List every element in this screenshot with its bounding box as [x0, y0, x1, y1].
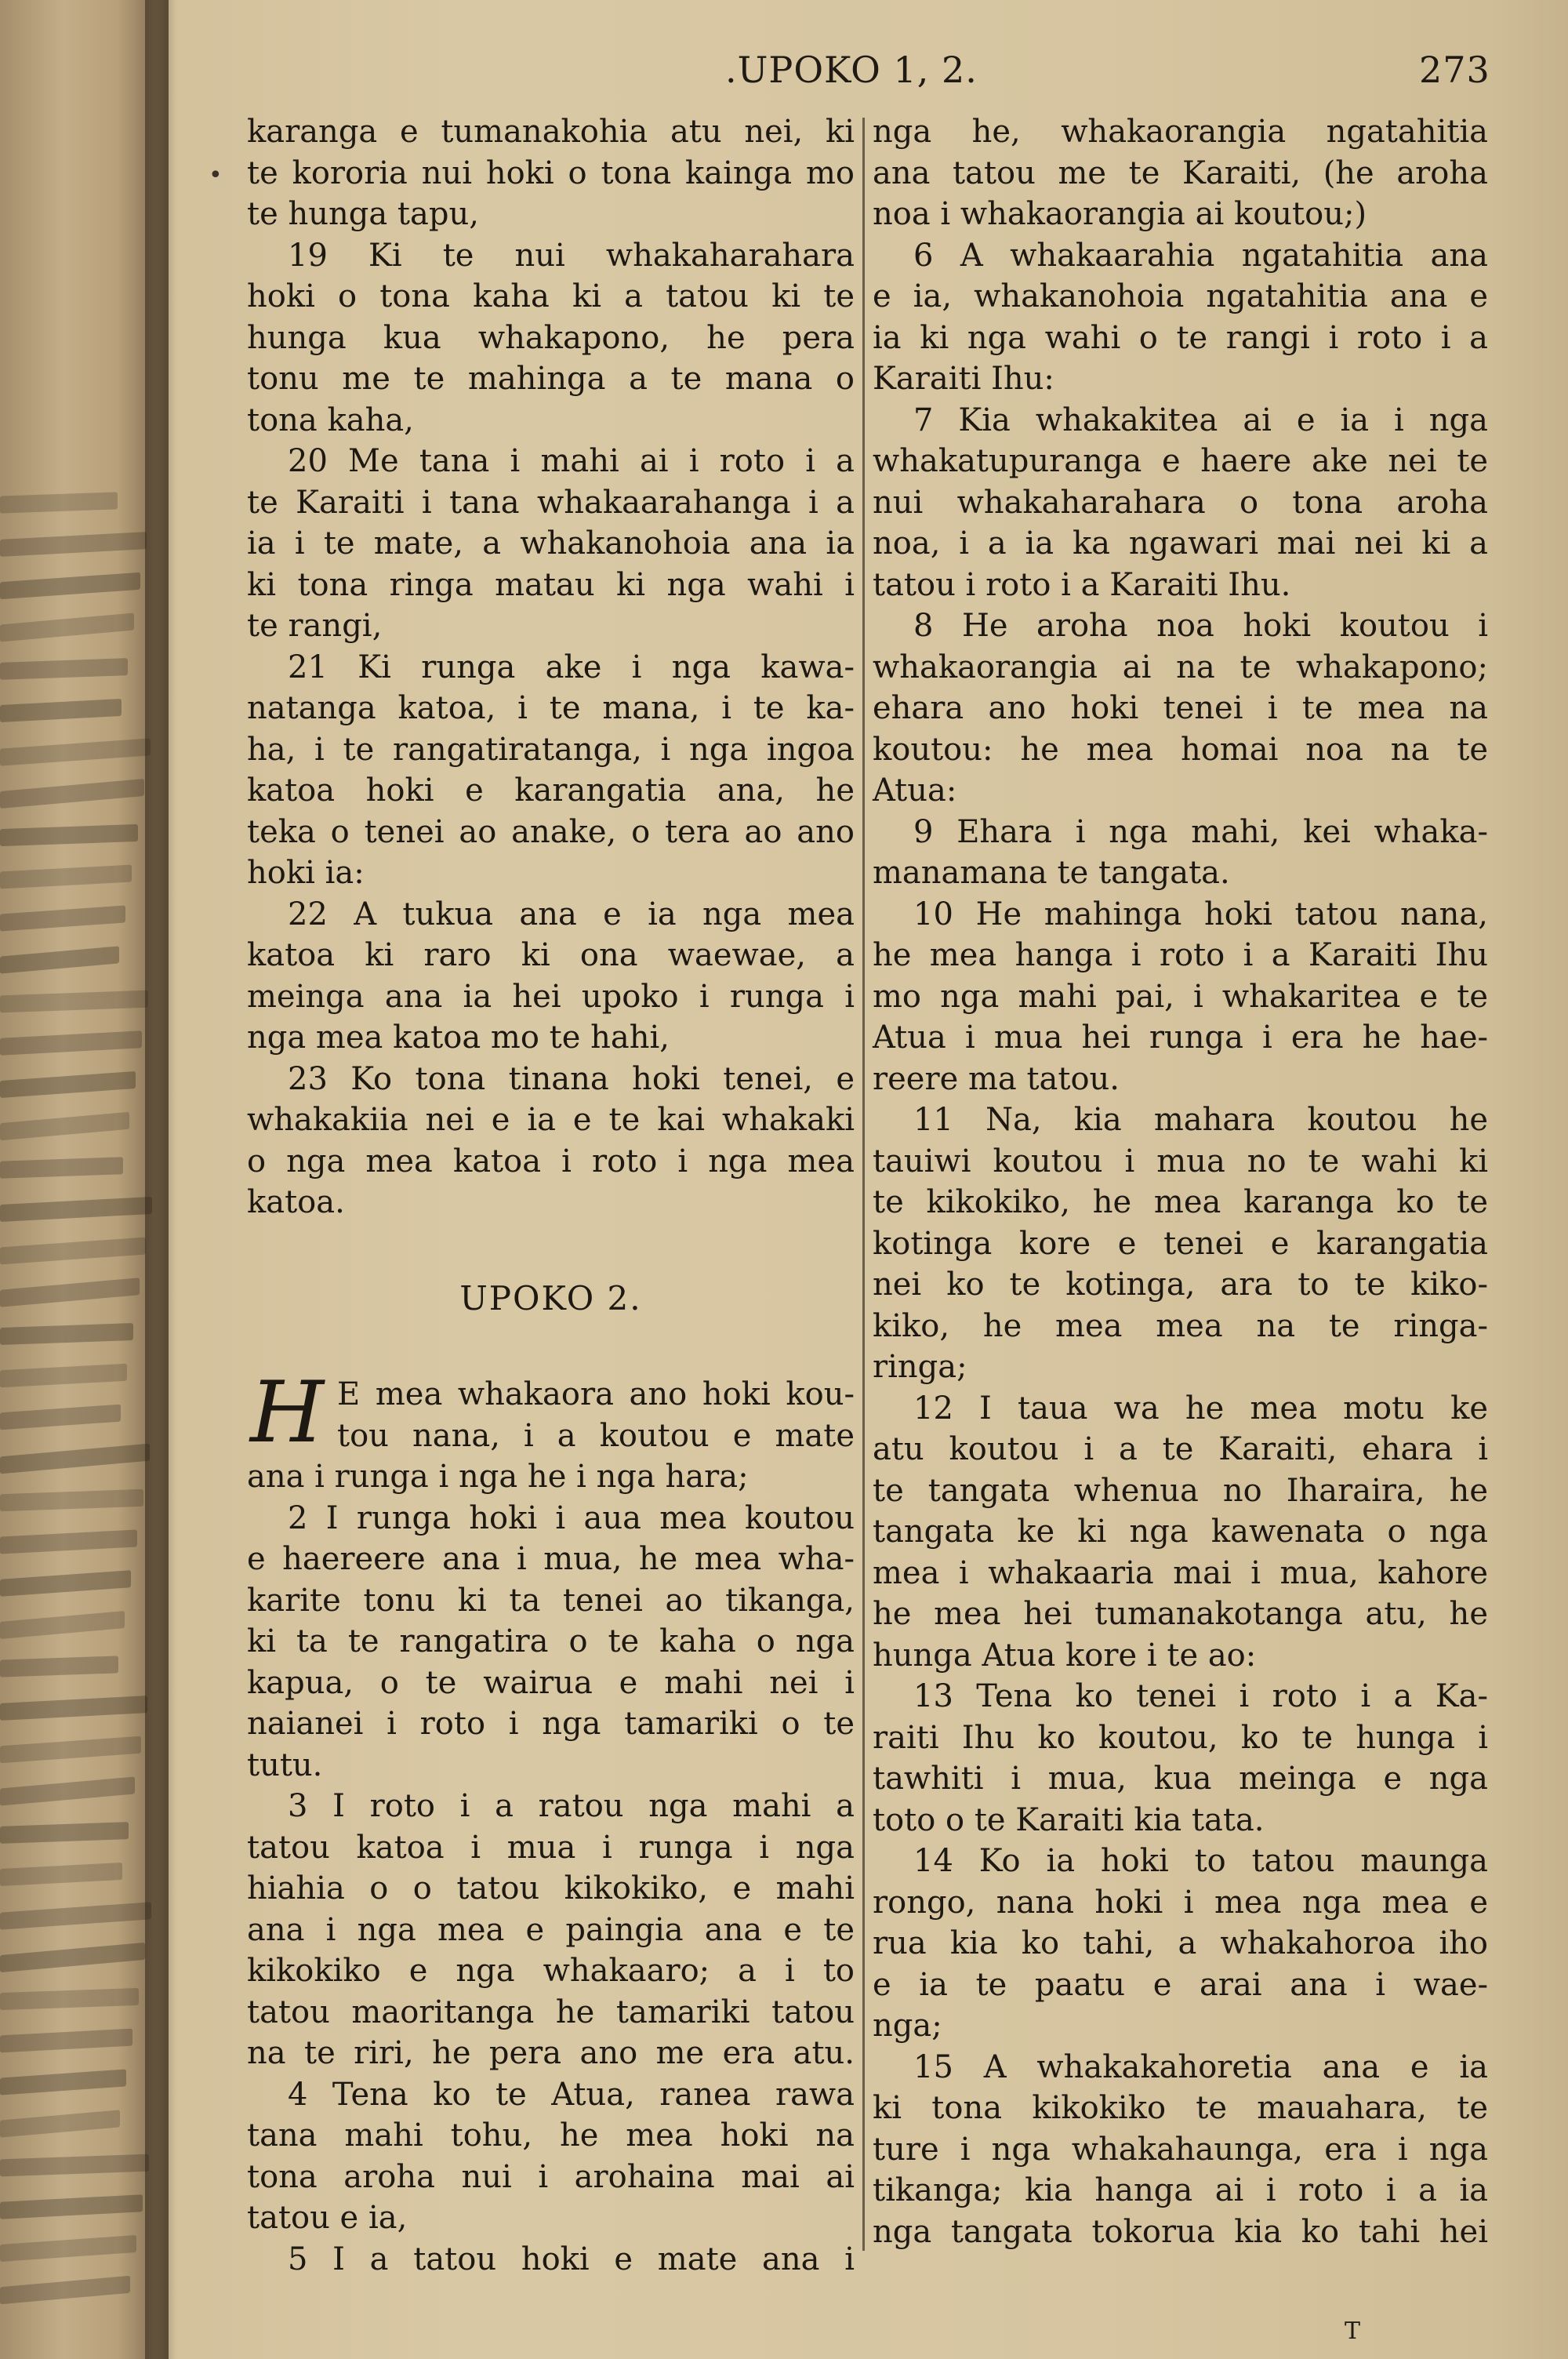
right-column-line: toto o te Karaiti kia tata. — [873, 1801, 1265, 1838]
column-divider — [862, 118, 865, 2251]
facing-page-text-fragment — [0, 1323, 133, 1345]
facing-page-text-fragment — [0, 1656, 118, 1677]
left-column-line: tona kaha, — [247, 402, 414, 438]
right-column-line: noa i whakaorangia ai koutou;) — [873, 196, 1367, 232]
facing-page-text-fragment — [0, 1776, 135, 1805]
right-column-line: kiko, he mea mea na te ringa- — [873, 1307, 1488, 1344]
left-column-line: nga mea katoa mo te hahi, — [247, 1020, 670, 1056]
right-column-line: rongo, nana hoki i mea nga mea e — [873, 1884, 1488, 1921]
left-column-line: 20 Me tana i mahi ai i roto i a — [288, 443, 855, 479]
facing-page-text-fragment — [0, 1197, 152, 1222]
right-column-line: 10 He mahinga hoki tatou nana, — [913, 896, 1488, 932]
drop-cap: H — [250, 1364, 325, 1462]
left-column-line: te rangi, — [247, 608, 383, 644]
left-column-line: natanga katoa, i te mana, i te ka- — [247, 690, 855, 726]
left-column-line: ki ta te rangatira o te kaha o nga — [247, 1623, 855, 1659]
left-column-line: hoki ia: — [247, 855, 365, 891]
left-column-line: tatou katoa i mua i runga i nga — [247, 1829, 855, 1866]
page-gutter — [145, 0, 176, 2359]
right-column-line: te kikokiko, he mea karanga ko te — [873, 1184, 1488, 1220]
right-column-line: tauiwi koutou i mua no te wahi ki — [873, 1143, 1488, 1180]
facing-page-text-fragment — [0, 1157, 123, 1178]
left-column-line: tatou e ia, — [247, 2200, 408, 2236]
left-column-line: ki tona ringa matau ki nga wahi i — [247, 566, 855, 603]
left-column-line: e haereere ana i mua, he mea wha- — [247, 1541, 855, 1577]
left-column-line: 2 I runga hoki i aua mea koutou — [288, 1499, 855, 1536]
left-column-line: ha, i te rangatiratanga, i nga ingoa — [247, 731, 855, 768]
margin-mark: • — [209, 162, 223, 189]
facing-page-text-fragment — [0, 990, 148, 1013]
right-column-line: 15 A whakakahoretia ana e ia — [913, 2048, 1488, 2085]
right-column-line: nei ko te kotinga, ara to te kiko- — [873, 1267, 1488, 1303]
facing-page-text-fragment — [0, 2276, 130, 2305]
facing-page-text-fragment — [0, 2194, 143, 2219]
facing-page-text-fragment — [0, 1364, 127, 1387]
facing-page-text-fragment — [0, 1278, 140, 1307]
facing-page-text-fragment — [0, 1071, 136, 1098]
right-column-line: Atua: — [873, 772, 957, 809]
left-column-line: te Karaiti i tana whakaarahanga i a — [247, 484, 855, 521]
facing-page-text-fragment — [0, 699, 122, 722]
left-column-line: ana i runga i nga he i nga hara; — [247, 1459, 749, 1495]
left-column-line: o nga mea katoa i roto i nga mea — [247, 1143, 855, 1180]
right-column-line: ia ki nga wahi o te rangi i roto i a — [873, 319, 1488, 356]
facing-page-text-fragment — [0, 1237, 146, 1264]
right-column-line: koutou: he mea homai noa na te — [873, 731, 1488, 768]
right-column-line: te tangata whenua no Iharaira, he — [873, 1472, 1488, 1509]
left-column — [247, 111, 855, 2280]
left-column-line: tou nana, i a koutou e mate — [337, 1417, 855, 1454]
right-column-line: 12 I taua wa he mea motu ke — [913, 1390, 1488, 1427]
facing-page-text-fragment — [0, 1863, 122, 1886]
left-column-line: tatou maoritanga he tamariki tatou — [247, 1994, 855, 2030]
left-column-line: E mea whakaora ano hoki kou- — [337, 1376, 855, 1412]
right-column — [873, 111, 1488, 2252]
facing-page-text-fragment — [0, 824, 138, 846]
left-column-line: te hunga tapu, — [247, 196, 479, 232]
facing-page-text-fragment — [0, 1444, 150, 1474]
facing-page-text-fragment — [0, 1988, 139, 2010]
right-column-line: 7 Kia whakakitea ai e ia i nga — [913, 402, 1488, 438]
page-number: 273 — [1419, 49, 1490, 91]
facing-page-text-fragment — [0, 2029, 132, 2053]
left-column-line: 23 Ko tona tinana hoki tenei, e — [288, 1060, 855, 1097]
left-column-line: hoki o tona kaha ki a tatou ki te — [247, 278, 855, 314]
right-column-line: reere ma tatou. — [873, 1060, 1120, 1097]
left-column-line: meinga ana ia hei upoko i runga i — [247, 978, 855, 1015]
right-column-line: kotinga kore e tenei e karangatia — [873, 1225, 1488, 1262]
right-column-line: e ia, whakanohoia ngatahitia ana e — [873, 278, 1488, 314]
facing-page-text-fragment — [0, 2235, 136, 2262]
left-column-line: kapua, o te wairua e mahi nei i — [247, 1664, 855, 1701]
facing-page-text-fragment — [0, 1489, 143, 1511]
facing-page-text-fragment — [0, 2154, 149, 2177]
signature-mark: T — [1345, 2317, 1361, 2345]
right-column-line: tangata ke ki nga kawenata o nga — [873, 1514, 1488, 1550]
facing-page-text-fragment — [0, 779, 144, 809]
right-column-line: 13 Tena ko tenei i roto i a Ka- — [913, 1678, 1488, 1714]
left-column-line: naianei i roto i nga tamariki o te — [247, 1706, 855, 1742]
facing-page-text-fragment — [0, 1696, 147, 1721]
left-column-line: 21 Ki runga ake i nga kawa- — [288, 649, 855, 685]
left-column-line: katoa hoki e karangatia ana, he — [247, 772, 855, 809]
left-column-line — [247, 1319, 855, 1374]
left-column-line: na te riri, he pera ano me era atu. — [247, 2035, 855, 2071]
right-column-line: hunga Atua kore i te ao: — [873, 1637, 1257, 1674]
right-column-line: he mea hei tumanakotanga atu, he — [873, 1596, 1488, 1632]
right-column-line: tikanga; kia hanga ai i roto i a ia — [873, 2172, 1488, 2208]
facing-page-text-fragment — [0, 1529, 137, 1554]
left-column-line: karite tonu ki ta tenei ao tikanga, — [247, 1582, 855, 1619]
left-column-line: 5 I a tatou hoki e mate ana i — [288, 2241, 855, 2277]
left-column-line: katoa ki raro ki ona waewae, a — [247, 937, 855, 973]
right-column-line: Atua i mua hei runga i era he hae- — [873, 1020, 1488, 1056]
facing-page-text-fragment — [0, 1030, 142, 1055]
facing-page-text-fragment — [0, 613, 134, 642]
right-column-line: raiti Ihu ko koutou, ko te hunga i — [873, 1719, 1488, 1756]
facing-page-text-fragment — [0, 865, 132, 889]
left-column-line: 22 A tukua ana e ia nga mea — [288, 896, 855, 932]
right-column-line: tawhiti i mua, kua meinga e nga — [873, 1761, 1488, 1797]
left-column-line: ia i te mate, a whakanohoia ana ia — [247, 525, 855, 562]
right-column-line: nga he, whakaorangia ngatahitia — [873, 114, 1488, 150]
right-column-line: whakatupuranga e haere ake nei te — [873, 443, 1488, 479]
right-column-line: atu koutou i a te Karaiti, ehara i — [873, 1431, 1488, 1467]
running-head: .UPOKO 1, 2. — [725, 49, 978, 91]
left-column-line: 3 I roto i a ratou nga mahi a — [288, 1788, 855, 1824]
left-column-line: hiahia o o tatou kikokiko, e mahi — [247, 1870, 855, 1906]
right-column-line: Karaiti Ihu: — [873, 361, 1054, 397]
facing-page-text-fragment — [0, 2110, 120, 2137]
facing-page-text-fragment — [0, 658, 128, 680]
left-column-line: tonu me te mahinga a te mana o — [247, 361, 855, 397]
right-column-line: ture i nga whakahaunga, era i nga — [873, 2131, 1488, 2168]
right-column-line: nga; — [873, 2008, 942, 2044]
right-column-line: 6 A whakaarahia ngatahitia ana — [913, 237, 1488, 274]
right-column-line: 11 Na, kia mahara koutou he — [913, 1102, 1488, 1138]
right-column-line: mea i whakaaria mai i mua, kahore — [873, 1554, 1488, 1591]
right-column-line: 14 Ko ia hoki to tatou maunga — [913, 1843, 1488, 1879]
facing-page-text-fragment — [0, 1611, 125, 1639]
facing-page-text-fragment — [0, 572, 140, 600]
right-column-line: 8 He aroha noa hoki koutou i — [913, 608, 1488, 644]
facing-page-text-fragment — [0, 738, 151, 765]
left-column-line: teka o tenei ao anake, o tera ao ano — [247, 813, 855, 850]
left-column-line: kikokiko e nga whakaaro; a i to — [247, 1953, 855, 1989]
left-column-line: ana i nga mea e paingia ana e te — [247, 1911, 855, 1948]
right-column-line: tatou i roto i a Karaiti Ihu. — [873, 566, 1291, 603]
left-column-line: hunga kua whakapono, he pera — [247, 319, 855, 356]
right-column-line: ehara ano hoki tenei i te mea na — [873, 690, 1488, 726]
facing-page-text-fragment — [0, 1943, 145, 1972]
right-column-line: e ia te paatu e arai ana i wae- — [873, 1966, 1488, 2003]
left-column-line: te kororia nui hoki o tona kainga mo — [247, 154, 855, 191]
right-column-line: mo nga mahi pai, i whakaritea e te — [873, 978, 1488, 1015]
left-column-line: tana mahi tohu, he mea hoki na — [247, 2117, 855, 2154]
right-column-line: he mea hanga i roto i a Karaiti Ihu — [873, 937, 1488, 973]
right-column-line: ki tona kikokiko te mauahara, te — [873, 2090, 1488, 2126]
left-column-line: tona aroha nui i arohaina mai ai — [247, 2158, 855, 2195]
left-column-line: 19 Ki te nui whakaharahara — [288, 237, 855, 274]
left-column-line: tutu. — [247, 1747, 323, 1783]
facing-page-edge — [0, 0, 169, 2359]
left-column-line: katoa. — [247, 1184, 345, 1220]
right-column-line: 9 Ehara i nga mahi, kei whaka- — [913, 813, 1488, 850]
right-column-line: noa, i a ia ka ngawari mai nei ki a — [873, 525, 1488, 562]
facing-page-text-fragment — [0, 1822, 129, 1844]
right-column-line: manamana te tangata. — [873, 855, 1230, 891]
facing-page-text-fragment — [0, 532, 147, 557]
facing-page-text-fragment — [0, 905, 125, 931]
left-column-line: whakakiia nei e ia e te kai whakaki — [247, 1102, 855, 1138]
facing-page-text-fragment — [0, 1405, 121, 1430]
left-column-line: 4 Tena ko te Atua, ranea rawa — [288, 2076, 855, 2113]
left-column-line: UPOKO 2. — [459, 1278, 642, 1318]
facing-page-text-fragment — [0, 1736, 141, 1764]
facing-page-text-fragment — [0, 1570, 131, 1597]
facing-page-text-fragment — [0, 1112, 129, 1140]
left-column-line: karanga e tumanakohia atu nei, ki — [247, 114, 855, 150]
facing-page-text-fragment — [0, 492, 118, 513]
facing-page-text-fragment — [0, 1902, 151, 1929]
right-column-line: ana tatou me te Karaiti, (he aroha — [873, 154, 1488, 191]
right-column-line: whakaorangia ai na te whakapono; — [873, 649, 1488, 685]
right-column-line: ringa; — [873, 1349, 967, 1385]
left-column-line — [247, 1223, 855, 1278]
right-column-line: rua kia ko tahi, a whakahoroa iho — [873, 1925, 1488, 1961]
right-column-line: nga tangata tokorua kia ko tahi hei — [873, 2213, 1488, 2250]
facing-page-text-fragment — [0, 2069, 126, 2095]
right-column-line: nui whakaharahara o tona aroha — [873, 484, 1488, 521]
facing-page-text-fragment — [0, 946, 119, 973]
